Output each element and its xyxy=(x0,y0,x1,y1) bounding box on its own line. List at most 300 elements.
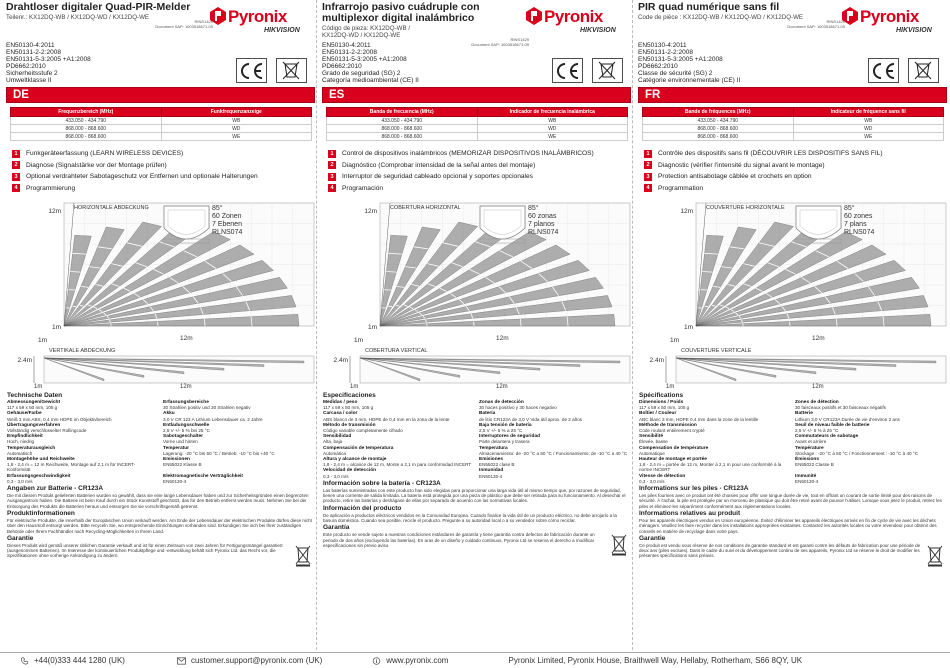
step-number-badge: 3 xyxy=(644,173,652,181)
standard-item: EN50131-5-3:2005 +A1:2008 xyxy=(322,56,407,63)
specifications xyxy=(323,392,629,556)
language-band-de xyxy=(6,87,315,103)
spec-value: Almacenamiento: de -20 °C a 50 °C / Funcionamiento: de -10 °C a 40 °C xyxy=(479,450,628,456)
spec-item xyxy=(795,434,945,444)
spec-item xyxy=(163,423,313,433)
spec-item xyxy=(479,423,629,433)
compliance-marks xyxy=(868,58,947,84)
spec-value: EN50130-4 xyxy=(163,478,187,484)
table-header-band: Frequenzbereich (MHz) xyxy=(11,108,162,117)
table-cell: 868.000 - 868.600 xyxy=(11,125,162,133)
section-heading: Informations sur les piles - CR123A xyxy=(639,485,749,493)
ce-e-icon xyxy=(887,64,894,78)
security-grade: Classe de sécurité (SG) 2 xyxy=(638,70,713,77)
table-cell: 433.050 - 434.790 xyxy=(643,117,794,125)
table-cell: 868.000 - 868.600 xyxy=(327,125,478,133)
table-cell: 433.050 - 434.790 xyxy=(11,117,162,125)
vertical-coverage-label: VERTIKALE ABDECKUNG xyxy=(49,348,116,354)
spec-label: Vitesse de détection xyxy=(639,473,686,479)
standard-item: EN50131-5-3:2005 +A1:2008 xyxy=(638,56,723,63)
spec-label: Montagehöhe und Reichweite xyxy=(7,457,75,463)
spec-value: Weiß 3 mm ABS, 0,4 mm HDPE im Objektivbereich xyxy=(7,416,112,422)
spec-label: Elektromagnetische Verträglichkeit xyxy=(163,473,243,479)
product-title: Infrarrojo pasivo cuádruple con multiplexor digital inalámbrico xyxy=(322,1,480,24)
spec-item xyxy=(639,423,789,433)
step-label: Funkgeräteerfassung (LEARN WIRELESS DEVICES) xyxy=(26,150,184,158)
spec-item xyxy=(7,474,157,484)
spec-item xyxy=(639,411,789,421)
section-text: Ce produit est vendu sous réserve de nos conditions de garantie standard et est garanti contre les défauts de fabrication pour une période de deux ans (piles exclues). Dans le cadre du suivi et du développement continu de ses appareils, Pyronix Ltd se réserve le droit de modifier les présentes spécifications sans préavis. xyxy=(639,542,921,559)
spec-label: Interruptores de seguridad xyxy=(479,434,541,440)
spec-item xyxy=(795,446,945,456)
setup-step xyxy=(12,171,312,183)
spec-value: 117 x 59 x 50 mm, 105 g xyxy=(7,405,58,411)
spec-item xyxy=(795,474,945,484)
axis-12m-label: 12m xyxy=(180,335,193,342)
lens-label: RLNS074 xyxy=(844,229,875,236)
compliance-marks xyxy=(552,58,631,84)
angle-label: 85° xyxy=(844,205,855,212)
spec-item xyxy=(479,411,629,421)
spec-label: Carcasa / color xyxy=(323,411,358,417)
spec-grid xyxy=(7,400,313,485)
spec-label: Immunité xyxy=(795,473,817,479)
axis-1m-label: 1m xyxy=(38,337,48,344)
section-text: Las baterías suministradas con este producto han sido elegidas para proporcionar una larga vida útil al mismo tiempo que, por razones de seguridad, tienen una corriente de salida limitada. La batería está protegida por una pieza de plástico que debe ser retirada para su funcionamiento. Al desechar el producto, retire las baterías y deshágase de ellas por separado de acuerdo con las normativas locales. xyxy=(323,487,626,504)
planes-label: 7 Ebenen xyxy=(212,221,242,228)
brand-sub: HIKVISION xyxy=(580,27,616,34)
spec-value: EN50130-4 xyxy=(795,478,819,484)
table-cell: 868.000 - 868.600 xyxy=(643,133,794,141)
spec-label: Commutateurs de sabotage xyxy=(795,434,859,440)
table-cell: 868.000 - 868.600 xyxy=(643,125,794,133)
warranty-block xyxy=(323,532,629,556)
spec-value: 0,3 - 3,0 m/s xyxy=(323,473,349,479)
footer-email-text[interactable]: customer.support@pyronix.com (UK) xyxy=(190,656,323,665)
spec-label: Gehäuse/Farbe xyxy=(7,411,42,417)
spec-item xyxy=(639,400,789,410)
step-number-badge: 1 xyxy=(328,150,336,158)
brand-name: Pyronix xyxy=(860,7,919,26)
section-heading: Garantie xyxy=(7,534,34,542)
setup-step xyxy=(12,160,312,172)
spec-label: Abmessungen/Gewicht xyxy=(7,400,61,405)
bin-bar xyxy=(928,564,942,566)
vaxis-12m-label: 12m xyxy=(180,384,192,388)
planes-label: 7 plans xyxy=(844,221,867,228)
spec-value: 117 x 59 x 50 mm, 105 g xyxy=(639,405,690,411)
spec-value: 0,3 - 3,0 m/s xyxy=(7,478,33,484)
setup-steps xyxy=(12,148,312,194)
spec-value: Automatisch xyxy=(7,450,33,456)
step-number-badge: 1 xyxy=(644,150,652,158)
setup-step xyxy=(644,160,944,172)
spec-label: Altura y alcance de montaje xyxy=(323,457,387,463)
weee-bin-icon xyxy=(283,62,299,79)
range-1m-label: 1m xyxy=(51,324,61,331)
spec-value: Automatique xyxy=(639,450,665,456)
pyronix-mark-icon xyxy=(208,6,228,26)
spec-item xyxy=(639,434,789,444)
spec-item xyxy=(479,434,629,444)
step-label: Control de dispositivos inalámbricos (MEMORIZAR DISPOSITIVOS INALÁMBRICOS) xyxy=(342,150,594,158)
part-number: Teilenr.: KX12DQ-WB / KX12DQ-WD / KX12DQ-WE xyxy=(6,14,150,21)
specifications-heading: Technische Daten xyxy=(7,392,63,399)
recycle-bin-icon xyxy=(609,532,629,556)
brand-sub: HIKVISION xyxy=(896,27,932,34)
spec-label: Método de transmisión xyxy=(323,422,376,428)
pyronix-logo xyxy=(522,4,630,42)
spec-label: Boîtier / Couleur xyxy=(639,411,677,417)
table-cell: WB xyxy=(477,117,628,125)
spec-label: Batterie xyxy=(795,411,813,417)
spec-item xyxy=(7,434,157,444)
footer-address-text: Pyronix Limited, Pyronix House, Braithwell Way, Hellaby, Rotherham, S66 8QY, UK xyxy=(508,656,803,665)
environment-class: Umweltklasse II xyxy=(6,77,52,84)
section-text: Pour les appareils électriques vendus en Union européenne. Évitez d'éliminer les appareils électriques arrivés en fin de cycle de vie avec les déchets ménagers. Veuillez les faire recycler dans les installations appropriées existantes. Contactez les autorités locales ou votre revendeur pour obtenir des conseils en matière de recyclage dans votre pays. xyxy=(639,517,937,534)
column-es xyxy=(320,0,631,650)
spec-value: 3,0 V CR 123 A Lithium Lebensdauer ca. 2 Jahre xyxy=(163,416,263,422)
standard-item: EN50130-4:2011 xyxy=(6,42,55,49)
language-band-fr xyxy=(638,87,947,103)
coverage-diagram xyxy=(636,198,947,388)
spec-item xyxy=(323,423,473,433)
spec-item xyxy=(7,400,157,410)
step-number-badge: 2 xyxy=(644,161,652,169)
spec-label: Velocidad de detección xyxy=(323,468,377,474)
step-number-badge: 4 xyxy=(644,184,652,192)
spec-item xyxy=(7,411,157,421)
table-row xyxy=(11,117,312,125)
footer-phone xyxy=(20,656,125,665)
section-text: Dieses Produkt wird gemäß unserer üblichen Garantie verkauft und ist für einen Zeitraum von zwei Jahren für Fertigungsmängel garantiert (ausgenommen Batterien). Im Interesse der kontinuierlichen Produktpflege und -entwicklung behält sich Pyronix Ltd. das Recht vor, die Spezifikationen ohne vorherige Ankündigung zu ändern. xyxy=(7,542,283,559)
spec-label: Emissionen xyxy=(163,457,190,463)
spec-item xyxy=(479,446,629,456)
rins-ref: RINS1429 xyxy=(510,37,529,42)
spec-item xyxy=(163,474,313,484)
table-row xyxy=(327,117,628,125)
footer-phone-text: +44(0)333 444 1280 (UK) xyxy=(34,656,125,665)
section-text: Die mit diesem Produkt gelieferten Batterien wurden so gewählt, dass sie eine lange Lebensdauer haben und zur Sicherheitsgründen einen begrenzten Ausgangsstrom haben. Die Batterie ist beim Kauf durch ein Stück Kunststoff geschützt, das für den Betrieb entfernt werden muss. Nehmen Sie bei der Entsorgung des Produkts die Batterien heraus und entsorgen Sie sie vorschriftsgemäß getrennt. xyxy=(7,493,309,509)
coverage-diagram xyxy=(320,198,631,388)
pyronix-logo xyxy=(206,4,314,42)
step-label: Optional verdrahteter Sabotageschutz vor Entfernen und optionale Halterungen xyxy=(26,173,258,181)
pyronix-mark-icon xyxy=(840,6,860,26)
table-cell: WB xyxy=(161,117,312,125)
compliance-marks xyxy=(236,58,315,84)
ce-c-icon xyxy=(558,64,565,78)
step-number-badge: 4 xyxy=(328,184,336,192)
footer-address xyxy=(508,656,802,665)
spec-value: 0,3 - 3,0 m/s xyxy=(639,478,665,484)
spec-value: Code roulant entièrement crypté xyxy=(639,428,705,434)
spec-label: Sensibilité xyxy=(639,434,663,440)
brand-name: Pyronix xyxy=(544,7,603,26)
standard-item: PD6662:2010 xyxy=(6,63,46,70)
bin-shape xyxy=(928,546,942,564)
ce-c-icon xyxy=(242,64,249,78)
spec-value: EN55022 Klasse B xyxy=(163,462,202,468)
language-band-es xyxy=(322,87,631,103)
environment-class: Categoría medioambiental (CE) II xyxy=(322,77,419,84)
column-separator xyxy=(632,0,633,650)
security-grade: Grado de seguridad (SG) 2 xyxy=(322,70,401,77)
footer-web[interactable] xyxy=(372,656,448,665)
table-row xyxy=(11,133,312,141)
standards-list xyxy=(638,42,818,84)
coverage-diagram xyxy=(4,198,315,388)
spec-value: Stockage : -20 °C à 50 °C / Fonctionnement : -10 °C à 40 °C xyxy=(795,450,919,456)
lens-label: RLNS074 xyxy=(528,229,559,236)
spec-value: Código variable completamente cifrado xyxy=(323,428,403,434)
standards-list xyxy=(6,42,186,84)
step-label: Diagnose (Signalstärke vor der Montage prüfen) xyxy=(26,161,167,169)
spec-item xyxy=(323,411,473,421)
spec-value: 30 haces positivo y 30 haces negativo xyxy=(479,405,557,411)
setup-step xyxy=(328,148,628,160)
step-label: Protection antisabotage câblée et crochets en option xyxy=(658,173,812,181)
section-heading: Información sobre la batería - CR123A xyxy=(323,479,441,487)
part-number: Código de pieza: KX12DQ-WB / xyxy=(322,25,411,32)
step-number-badge: 4 xyxy=(12,184,20,192)
axis-12m-label: 12m xyxy=(496,335,509,342)
spec-item xyxy=(7,457,157,473)
horizontal-coverage-label: COUVERTURE HORIZONTALE xyxy=(706,205,785,211)
horizontal-coverage-label: COBERTURA HORIZONTAL xyxy=(390,205,461,211)
angle-label: 85° xyxy=(528,205,539,212)
step-number-badge: 2 xyxy=(12,161,20,169)
spec-value: 2,5 V +/- 5 % à 25 °C xyxy=(795,428,839,434)
spec-item xyxy=(795,400,945,410)
setup-steps xyxy=(644,148,944,194)
height-24m-label: 2.4m xyxy=(333,357,348,364)
spec-label: Temperaturausgleich xyxy=(7,445,56,451)
range-12m-label: 12m xyxy=(680,208,693,215)
sap-ref: Document SAP: 1003518671-09 xyxy=(155,24,213,29)
table-cell: WE xyxy=(793,133,944,141)
beam-segment xyxy=(72,306,76,307)
beam-segment xyxy=(388,306,392,307)
step-number-badge: 3 xyxy=(328,173,336,181)
spec-label: Inmunidad xyxy=(479,468,504,474)
spec-value: 2,5 V +/- 5 % bei 25 °C xyxy=(163,428,210,434)
sap-ref: Document SAP: 1003518671-09 xyxy=(787,24,845,29)
spec-label: Temperatur xyxy=(163,445,190,451)
standards-list xyxy=(322,42,502,84)
spec-value: 117 x 59 x 50 mm, 105 g xyxy=(323,405,374,411)
height-24m-label: 2.4m xyxy=(649,357,664,364)
section-heading: Garantía xyxy=(323,524,350,532)
spec-item xyxy=(795,457,945,473)
brand-sub: HIKVISION xyxy=(264,27,300,34)
beam-segment xyxy=(704,306,708,307)
spec-label: Entladungsschwelle xyxy=(163,422,210,428)
spec-item xyxy=(639,446,789,456)
spec-label: Compensation de température xyxy=(639,445,709,451)
security-grade: Sicherheitsstufe 2 xyxy=(6,70,58,77)
spec-value: 1,8 - 2,4 m = 12 m Reichweite, Montage auf 2,1 m für INCERT-Konformität xyxy=(7,462,136,473)
zones-label: 60 zones xyxy=(844,213,873,220)
footer-email[interactable] xyxy=(177,656,322,665)
standard-item: EN50131-2-2:2008 xyxy=(322,49,377,56)
table-cell: WE xyxy=(161,133,312,141)
spec-label: Émissions xyxy=(795,457,819,463)
sap-ref: Document SAP: 1003518671-09 xyxy=(471,42,529,47)
language-code: DE xyxy=(13,89,29,101)
ce-c-icon xyxy=(874,64,881,78)
section-heading: Información del producto xyxy=(323,504,402,512)
axis-1m-label: 1m xyxy=(670,337,680,344)
step-label: Programación xyxy=(342,184,384,192)
column-fr xyxy=(636,0,947,650)
horizontal-coverage-label: HORIZONTALE ABDECKUNG xyxy=(74,205,149,211)
table-cell: 868.000 - 868.600 xyxy=(11,133,162,141)
setup-step xyxy=(328,160,628,172)
range-1m-label: 1m xyxy=(683,324,693,331)
product-title: Drahtloser digitaler Quad-PIR-Melder xyxy=(6,1,191,13)
step-label: Interruptor de seguridad cableado opcional y soportes opcionales xyxy=(342,173,533,181)
environment-class: Catégorie environnementale (CE) II xyxy=(638,77,741,84)
vaxis-1m-label: 1m xyxy=(666,384,675,388)
specifications-heading: Especificaciones xyxy=(323,392,376,399)
spec-value: ABS blanco de 3 mm, HDPE de 0,4 mm en la zona de la lente xyxy=(323,416,450,422)
spec-value: EN55022 Classe B xyxy=(795,462,834,468)
mail-icon xyxy=(177,657,186,665)
table-cell: WD xyxy=(477,125,628,133)
step-label: Diagnóstico (Comprobar intensidad de la señal antes del montaje) xyxy=(342,161,536,169)
table-cell: WE xyxy=(477,133,628,141)
step-label: Programmierung xyxy=(26,184,76,192)
spec-value: Avant et arrière xyxy=(795,439,827,445)
frequency-table xyxy=(642,107,944,141)
spec-label: Baja tensión de batería xyxy=(479,422,532,428)
standard-item: EN50130-4:2011 xyxy=(638,42,687,49)
lens-label: RLNS074 xyxy=(212,229,243,236)
zones-label: 60 zonas xyxy=(528,213,557,220)
standard-item: PD6662:2010 xyxy=(638,63,678,70)
table-row xyxy=(643,117,944,125)
spec-value: Alta, baja xyxy=(323,439,343,445)
spec-item xyxy=(323,468,473,478)
ce-e-icon xyxy=(571,64,578,78)
spec-value: 2,5 V +/- 5 % a 25 °C xyxy=(479,428,523,434)
table-row xyxy=(643,133,944,141)
vertical-coverage-label: COBERTURA VERTICAL xyxy=(365,348,428,354)
step-label: Contrôle des dispositifs sans fil (DÉCOUVRIR LES DISPOSITIFS SANS FIL) xyxy=(658,150,883,158)
spec-label: Temperatura xyxy=(479,445,508,451)
pyronix-mark-icon xyxy=(524,6,544,26)
spec-value: Élevée, basse xyxy=(639,439,668,445)
part-number: Code de pièce : KX12DQ-WB / KX12DQ-WD / KX12DQ-WE xyxy=(638,14,804,21)
spec-value: Vollständig verschlüsselter Rollingcode xyxy=(7,428,87,434)
table-header-indicator: Indicador de frecuencia inalámbrica xyxy=(477,108,628,117)
step-number-badge: 1 xyxy=(12,150,20,158)
pyronix-logo xyxy=(838,4,946,42)
spec-value: de litio CR123A de 3,0 V Vida útil aprox. de 2 años xyxy=(479,416,583,422)
vaxis-12m-label: 12m xyxy=(812,384,824,388)
spec-value: Automática xyxy=(323,450,346,456)
range-12m-label: 12m xyxy=(48,208,61,215)
frequency-table xyxy=(10,107,312,141)
spec-item xyxy=(163,400,313,410)
spec-value: 1,8 - 2,4 m = portée de 12 m, Monter à 2,1 m pour une conformité à la norme INCERT xyxy=(639,462,782,473)
product-title: PIR quad numérique sans fil xyxy=(638,1,780,13)
section-text: Este producto se vende sujeto a nuestras condiciones estándares de garantía y tiene garantía contra defectos de fabricación durante un periodo de dos años (excluyendo las baterías). En aras de un diseño y cuidado continuos, Pyronix Ltd se reserva el derecho a modificar especificaciones sin previo aviso. xyxy=(323,532,595,548)
spec-label: Compensación de temperatura xyxy=(323,445,394,451)
bin-bar xyxy=(612,554,626,556)
standard-item: EN50131-2-2:2008 xyxy=(6,49,61,56)
spec-item xyxy=(795,411,945,421)
angle-label: 85° xyxy=(212,205,223,212)
phone-icon xyxy=(20,657,29,665)
table-row xyxy=(643,125,944,133)
zones-label: 60 Zonen xyxy=(212,213,242,220)
spec-value: Vorne und hinten xyxy=(163,439,198,445)
spec-value: 30 faisceaux positifs et 30 faisceaux négatifs xyxy=(795,405,886,411)
spec-label: Erfassungsbereiche xyxy=(163,400,209,405)
spec-label: Übertragungsverfahren xyxy=(7,422,61,428)
footer xyxy=(0,652,950,668)
spec-grid xyxy=(639,400,945,485)
spec-label: Medidas / peso xyxy=(323,400,358,405)
step-label: Programmation xyxy=(658,184,704,192)
spec-value: Hoch, niedrig xyxy=(7,439,35,445)
language-code: FR xyxy=(645,89,661,101)
frequency-table xyxy=(326,107,628,141)
brand-name: Pyronix xyxy=(228,7,287,26)
spec-label: Température xyxy=(795,445,824,451)
spec-label: Zonas de detección xyxy=(479,400,524,405)
spec-label: Empfindlichkeit xyxy=(7,434,43,440)
setup-step xyxy=(644,183,944,195)
setup-step xyxy=(644,171,944,183)
spec-label: Sensibilidad xyxy=(323,434,352,440)
section-text: De aplicación a productos eléctricos vendidos en la Comunidad Europea. Cuando finalice la vida útil de un producto eléctrico, no debe arrojarlo a la basura doméstica. Cuando sea posible, recicle el producto. Pregunte a su autoridad local o a su vendedor sobre cómo reciclar. xyxy=(323,512,617,524)
vaxis-1m-label: 1m xyxy=(350,384,359,388)
table-cell: WD xyxy=(161,125,312,133)
spec-item xyxy=(479,400,629,410)
axis-12m-label: 12m xyxy=(812,335,825,342)
specifications xyxy=(7,392,313,567)
table-row xyxy=(327,125,628,133)
spec-grid xyxy=(323,400,629,480)
warranty-block xyxy=(639,543,945,567)
spec-item xyxy=(639,474,789,484)
recycle-bin-icon xyxy=(293,543,313,567)
spec-label: Hauteur de montage et portée xyxy=(639,457,707,463)
setup-step xyxy=(328,171,628,183)
section-heading: Informations relatives au produit xyxy=(639,509,741,517)
table-cell: 433.050 - 434.790 xyxy=(327,117,478,125)
spec-item xyxy=(323,434,473,444)
spec-item xyxy=(479,457,629,467)
vaxis-12m-label: 12m xyxy=(496,384,508,388)
step-number-badge: 3 xyxy=(12,173,20,181)
range-1m-label: 1m xyxy=(367,324,377,331)
footer-web-text[interactable]: www.pyronix.com xyxy=(386,656,449,665)
spec-value: Lithium 3,0 V CR123A Durée de vie d'environ 2 ans xyxy=(795,416,900,422)
spec-label: Akku xyxy=(163,411,175,417)
setup-step xyxy=(12,148,312,160)
spec-value: Lagerung: -20 °C bis 50 °C / Betrieb: -10 °C bis +40 °C xyxy=(163,450,275,456)
spec-label: Méthode de transmission xyxy=(639,422,697,428)
spec-label: Seuil de niveau faible de batterie xyxy=(795,422,870,428)
planes-label: 7 planos xyxy=(528,221,555,228)
step-label: Diagnostic (vérifier l'intensité du signal avant le montage) xyxy=(658,161,825,169)
bin-bar xyxy=(296,564,310,566)
recycle-bin-icon xyxy=(925,543,945,567)
spec-label: Batería xyxy=(479,411,496,417)
